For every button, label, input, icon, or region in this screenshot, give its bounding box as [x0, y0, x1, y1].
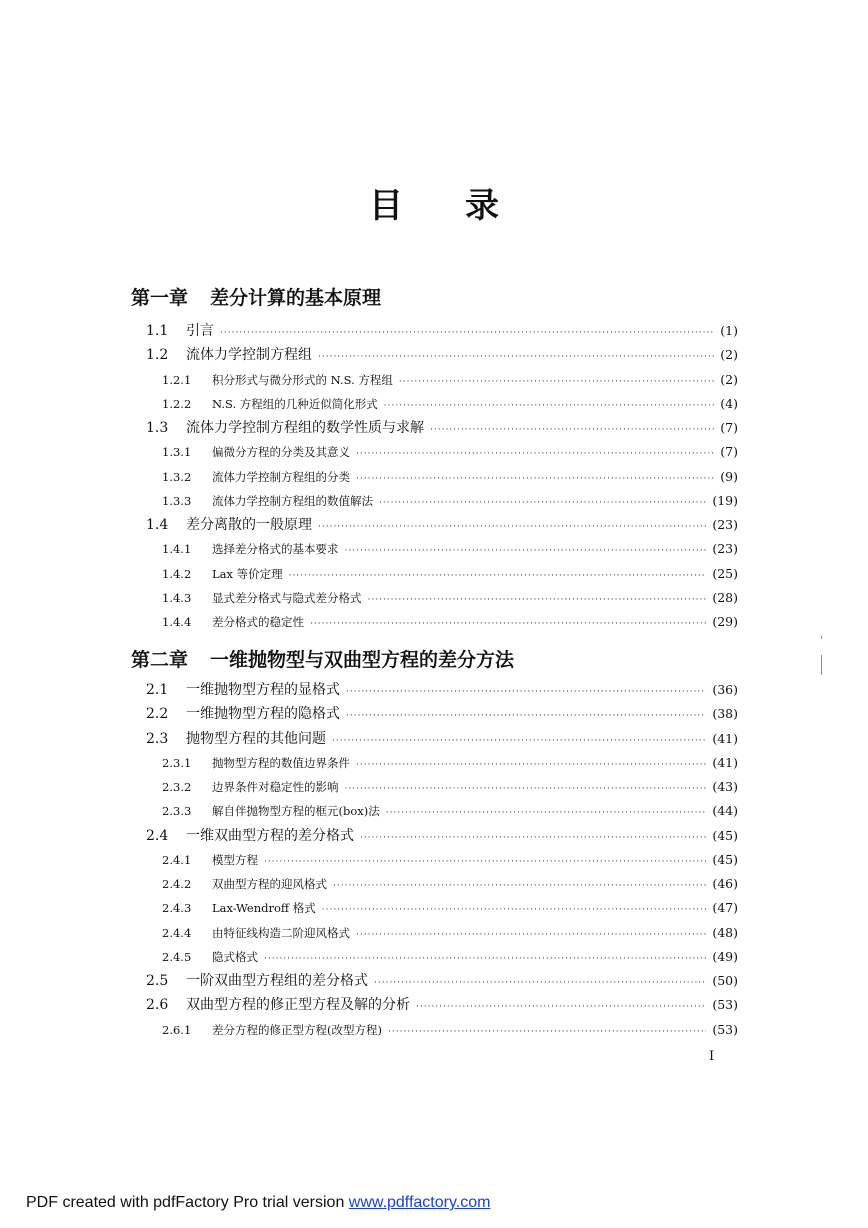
entry-page-number: (45): [712, 851, 738, 867]
page-number: I: [709, 1049, 715, 1064]
entry-title: 解自伴抛物型方程的框元(box)法: [212, 804, 380, 819]
toc-subsection-entry[interactable]: [162, 897, 738, 919]
entry-title: 流体力学控制方程组的分类: [212, 469, 350, 484]
entry-title: 边界条件对稳定性的影响: [212, 780, 339, 794]
dot-leader: [322, 899, 707, 921]
scan-mark: [821, 655, 822, 675]
chapter-heading: [131, 645, 514, 672]
entry-title: 流体力学控制方程组的数学性质与求解: [186, 420, 424, 436]
dot-leader: [356, 924, 706, 946]
entry-title: N.S. 方程组的几种近似简化形式: [212, 396, 378, 411]
entry-number: 2.5: [146, 973, 169, 989]
toc-section-entry[interactable]: [146, 344, 738, 366]
dot-leader: [318, 346, 714, 368]
entry-page-number: (29): [712, 614, 738, 629]
entry-number: 1.3: [146, 420, 169, 436]
entry-title: 一维双曲型方程的差分格式: [186, 827, 354, 844]
toc-subsection-entry[interactable]: [162, 1019, 738, 1041]
pdf-footer: [26, 1194, 490, 1212]
entry-number: 2.4.2: [162, 877, 192, 891]
dot-leader: [264, 948, 706, 970]
entry-number: 2.4.3: [162, 901, 192, 916]
entry-title: 隐式格式: [212, 949, 258, 964]
entry-title: 偏微分方程的分类及其意义: [212, 445, 350, 460]
dot-leader: [346, 681, 706, 703]
dot-leader: [368, 589, 707, 611]
entry-page-number: (53): [712, 997, 738, 1013]
chapter-number: 第二章: [131, 649, 189, 671]
toc-section-entry[interactable]: [146, 679, 738, 701]
entry-title: Lax-Wendroff 格式: [212, 901, 316, 916]
entry-title: 一维抛物型方程的显格式: [186, 682, 340, 698]
toc-subsection-entry[interactable]: [162, 587, 738, 609]
dot-leader: [318, 516, 706, 538]
entry-title: 双曲型方程的修正型方程及解的分析: [186, 997, 410, 1014]
entry-title: 一阶双曲型方程组的差分格式: [186, 973, 368, 989]
entry-title: 流体力学控制方程组的数值解法: [212, 493, 373, 508]
entry-title: 双曲型方程的迎风格式: [212, 877, 327, 891]
entry-page-number: (36): [712, 682, 738, 697]
dot-leader: [430, 419, 714, 441]
toc-subsection-entry[interactable]: [162, 800, 738, 822]
entry-number: 1.3.3: [162, 493, 192, 508]
chapter-title: 差分计算的基本原理: [210, 287, 382, 309]
entry-number: 1.4: [146, 517, 169, 533]
entry-title: 显式差分格式与隐式差分格式: [212, 590, 362, 605]
entry-number: 1.4.4: [162, 615, 192, 629]
toc-subsection-entry[interactable]: [162, 466, 738, 488]
entry-page-number: (9): [720, 468, 738, 484]
entry-page-number: (49): [712, 948, 738, 964]
entry-title: Lax 等价定理: [212, 566, 283, 581]
toc-section-entry[interactable]: [146, 703, 738, 725]
entry-number: 2.1: [146, 682, 169, 698]
dot-leader: [220, 322, 714, 344]
toc-subsection-entry[interactable]: [162, 611, 738, 633]
entry-page-number: (48): [712, 924, 738, 940]
chapter-number: 第一章: [131, 287, 189, 309]
entry-title: 由特征线构造二阶迎风格式: [212, 925, 350, 940]
toc-section-entry[interactable]: [146, 728, 738, 750]
dot-leader: [345, 778, 707, 800]
toc-section-entry[interactable]: [146, 320, 738, 342]
toc-section-entry[interactable]: [146, 825, 738, 847]
entry-page-number: (41): [712, 730, 738, 746]
toc-subsection-entry[interactable]: [162, 490, 738, 512]
title-char-2: 录: [465, 186, 499, 226]
toc-subsection-entry[interactable]: [162, 752, 738, 774]
footer-text: PDF created with pdfFactory Pro trial version: [26, 1194, 349, 1211]
dot-leader: [386, 802, 707, 824]
entry-number: 2.4.4: [162, 925, 192, 940]
toc-section-entry[interactable]: [146, 514, 738, 536]
entry-page-number: (47): [712, 900, 738, 916]
toc-subsection-entry[interactable]: [162, 441, 738, 463]
entry-page-number: (19): [712, 492, 738, 508]
entry-page-number: (23): [712, 517, 738, 532]
toc-section-entry[interactable]: [146, 970, 738, 992]
entry-number: 2.4.1: [162, 852, 192, 867]
entry-number: 2.4: [146, 827, 169, 844]
dot-leader: [379, 492, 706, 514]
entry-page-number: (50): [712, 973, 738, 988]
entry-number: 2.4.5: [162, 949, 192, 964]
entry-title: 差分方程的修正型方程(改型方程): [212, 1022, 382, 1037]
entry-number: 2.3.2: [162, 780, 192, 794]
toc-subsection-entry[interactable]: [162, 563, 738, 585]
dot-leader: [345, 540, 707, 562]
toc-subsection-entry[interactable]: [162, 776, 738, 798]
entry-page-number: (46): [712, 876, 738, 891]
dot-leader: [356, 443, 714, 465]
entry-number: 1.2: [146, 347, 169, 364]
entry-page-number: (43): [712, 779, 738, 794]
entry-page-number: (1): [720, 323, 738, 338]
entry-page-number: (45): [712, 827, 738, 843]
entry-title: 选择差分格式的基本要求: [212, 542, 339, 557]
entry-number: 1.3.2: [162, 469, 192, 484]
toc-subsection-entry[interactable]: [162, 922, 738, 944]
entry-title: 积分形式与微分形式的 N.S. 方程组: [212, 372, 393, 387]
chapter-heading: [131, 283, 381, 310]
toc-subsection-entry[interactable]: [162, 393, 738, 415]
entry-number: 2.3.3: [162, 804, 192, 819]
toc-section-entry[interactable]: [146, 994, 738, 1016]
entry-title: 差分离散的一般原理: [186, 517, 312, 533]
page-title: [0, 178, 868, 227]
entry-title: 抛物型方程的其他问题: [186, 730, 326, 747]
title-char-1: 目: [369, 186, 403, 226]
entry-number: 1.4.2: [162, 566, 192, 581]
footer-link[interactable]: www.pdffactory.com: [348, 1194, 491, 1211]
entry-number: 1.3.1: [162, 445, 192, 460]
dot-leader: [356, 754, 706, 776]
entry-page-number: (38): [712, 706, 738, 722]
entry-number: 1.2.2: [162, 396, 192, 411]
entry-number: 1.1: [146, 323, 169, 339]
entry-number: 1.2.1: [162, 372, 192, 387]
entry-page-number: (4): [720, 395, 738, 411]
entry-title: 模型方程: [212, 852, 258, 867]
dot-leader: [416, 996, 706, 1018]
dot-leader: [333, 875, 706, 897]
dot-leader: [332, 730, 706, 752]
toc-subsection-entry[interactable]: [162, 946, 738, 968]
entry-number: 2.3: [146, 730, 169, 747]
dot-leader: [356, 468, 714, 490]
dot-leader: [384, 395, 715, 417]
entry-page-number: (2): [720, 347, 738, 363]
entry-page-number: (7): [720, 444, 738, 460]
entry-number: 1.4.3: [162, 590, 192, 605]
entry-title: 一维抛物型方程的隐格式: [186, 706, 340, 723]
entry-page-number: (28): [712, 589, 738, 605]
entry-number: 2.6: [146, 997, 169, 1014]
dot-leader: [264, 851, 706, 873]
entry-title: 流体力学控制方程组: [186, 347, 312, 364]
dot-leader: [374, 972, 706, 994]
entry-page-number: (44): [712, 803, 738, 819]
scan-mark: [821, 636, 822, 639]
entry-title: 引言: [186, 323, 214, 339]
dot-leader: [289, 565, 707, 587]
toc-subsection-entry[interactable]: [162, 873, 738, 895]
dot-leader: [399, 371, 714, 393]
entry-page-number: (53): [712, 1021, 738, 1037]
toc-subsection-entry[interactable]: [162, 538, 738, 560]
dot-leader: [346, 705, 706, 727]
entry-title: 差分格式的稳定性: [212, 615, 304, 629]
dot-leader: [388, 1021, 706, 1043]
entry-page-number: (7): [720, 420, 738, 435]
entry-number: 1.4.1: [162, 542, 192, 557]
entry-number: 2.2: [146, 706, 169, 723]
entry-number: 2.6.1: [162, 1022, 192, 1037]
entry-page-number: (25): [712, 565, 738, 581]
dot-leader: [360, 827, 706, 849]
entry-number: 2.3.1: [162, 755, 192, 770]
toc-subsection-entry[interactable]: [162, 369, 738, 391]
dot-leader: [310, 613, 706, 635]
chapter-title: 一维抛物型与双曲型方程的差分方法: [210, 649, 515, 671]
toc-section-entry[interactable]: [146, 417, 738, 439]
entry-title: 抛物型方程的数值边界条件: [212, 755, 350, 770]
entry-page-number: (2): [720, 371, 738, 387]
toc-subsection-entry[interactable]: [162, 849, 738, 871]
entry-page-number: (23): [712, 541, 738, 557]
entry-page-number: (41): [712, 754, 738, 770]
